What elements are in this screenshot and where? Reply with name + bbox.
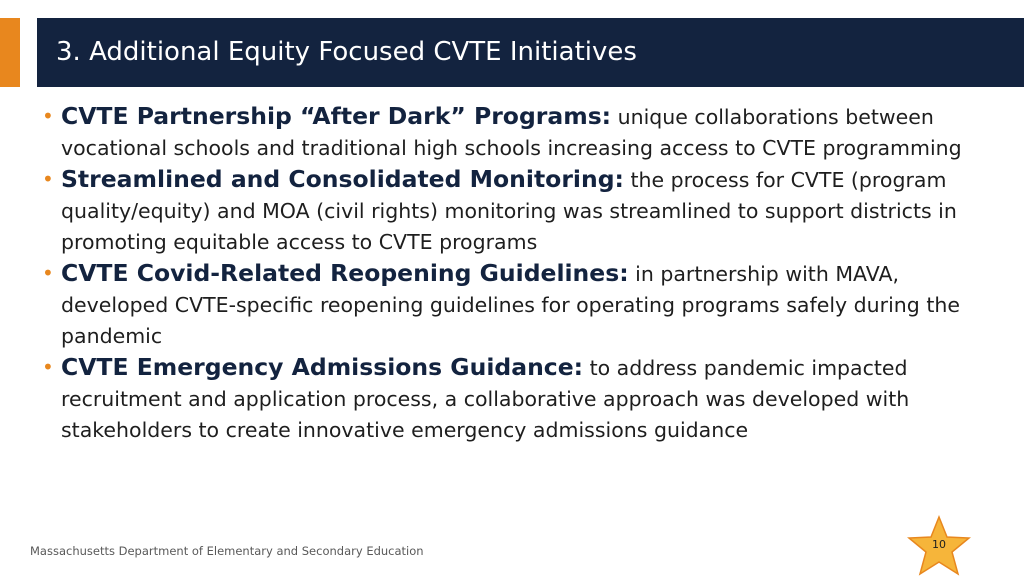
bullet-text: unique collaborations between vocational schools and traditional high schools increasing access to CVTE programming	[61, 105, 962, 160]
bullet-dot-icon: •	[42, 355, 54, 379]
bullet-text: in partnership with MAVA, developed CVTE-specific reopening guidelines for operating programs safely during the pandemic	[61, 262, 960, 348]
bullet-item	[40, 101, 990, 164]
bullet-item	[40, 352, 990, 446]
bullet-dot-icon: •	[42, 167, 54, 191]
bullet-text: the process for CVTE (program quality/equity) and MOA (civil rights) monitoring was streamlined to support districts in promoting equitable access to CVTE programs	[61, 168, 957, 254]
bullet-item	[40, 258, 990, 352]
bullet-term: CVTE Partnership “After Dark” Programs:	[61, 102, 612, 130]
bullet-term: CVTE Covid-Related Reopening Guidelines:	[61, 259, 629, 287]
footer-text: Massachusetts Department of Elementary and Secondary Education	[30, 544, 424, 558]
slide-title: 3. Additional Equity Focused CVTE Initiatives	[56, 37, 637, 67]
bullet-dot-icon: •	[42, 104, 54, 128]
bullet-text: to address pandemic impacted recruitment and application process, a collaborative approach was developed with stakeholders to create innovative emergency admissions guidance	[61, 356, 910, 442]
bullet-list	[40, 101, 990, 446]
bullet-term: Streamlined and Consolidated Monitoring:	[61, 165, 624, 193]
page-number: 10	[932, 538, 946, 551]
title-bar	[37, 18, 1024, 87]
bullet-dot-icon: •	[42, 261, 54, 285]
bullet-term: CVTE Emergency Admissions Guidance:	[61, 353, 584, 381]
accent-bar	[0, 18, 20, 87]
bullet-item	[40, 164, 990, 258]
